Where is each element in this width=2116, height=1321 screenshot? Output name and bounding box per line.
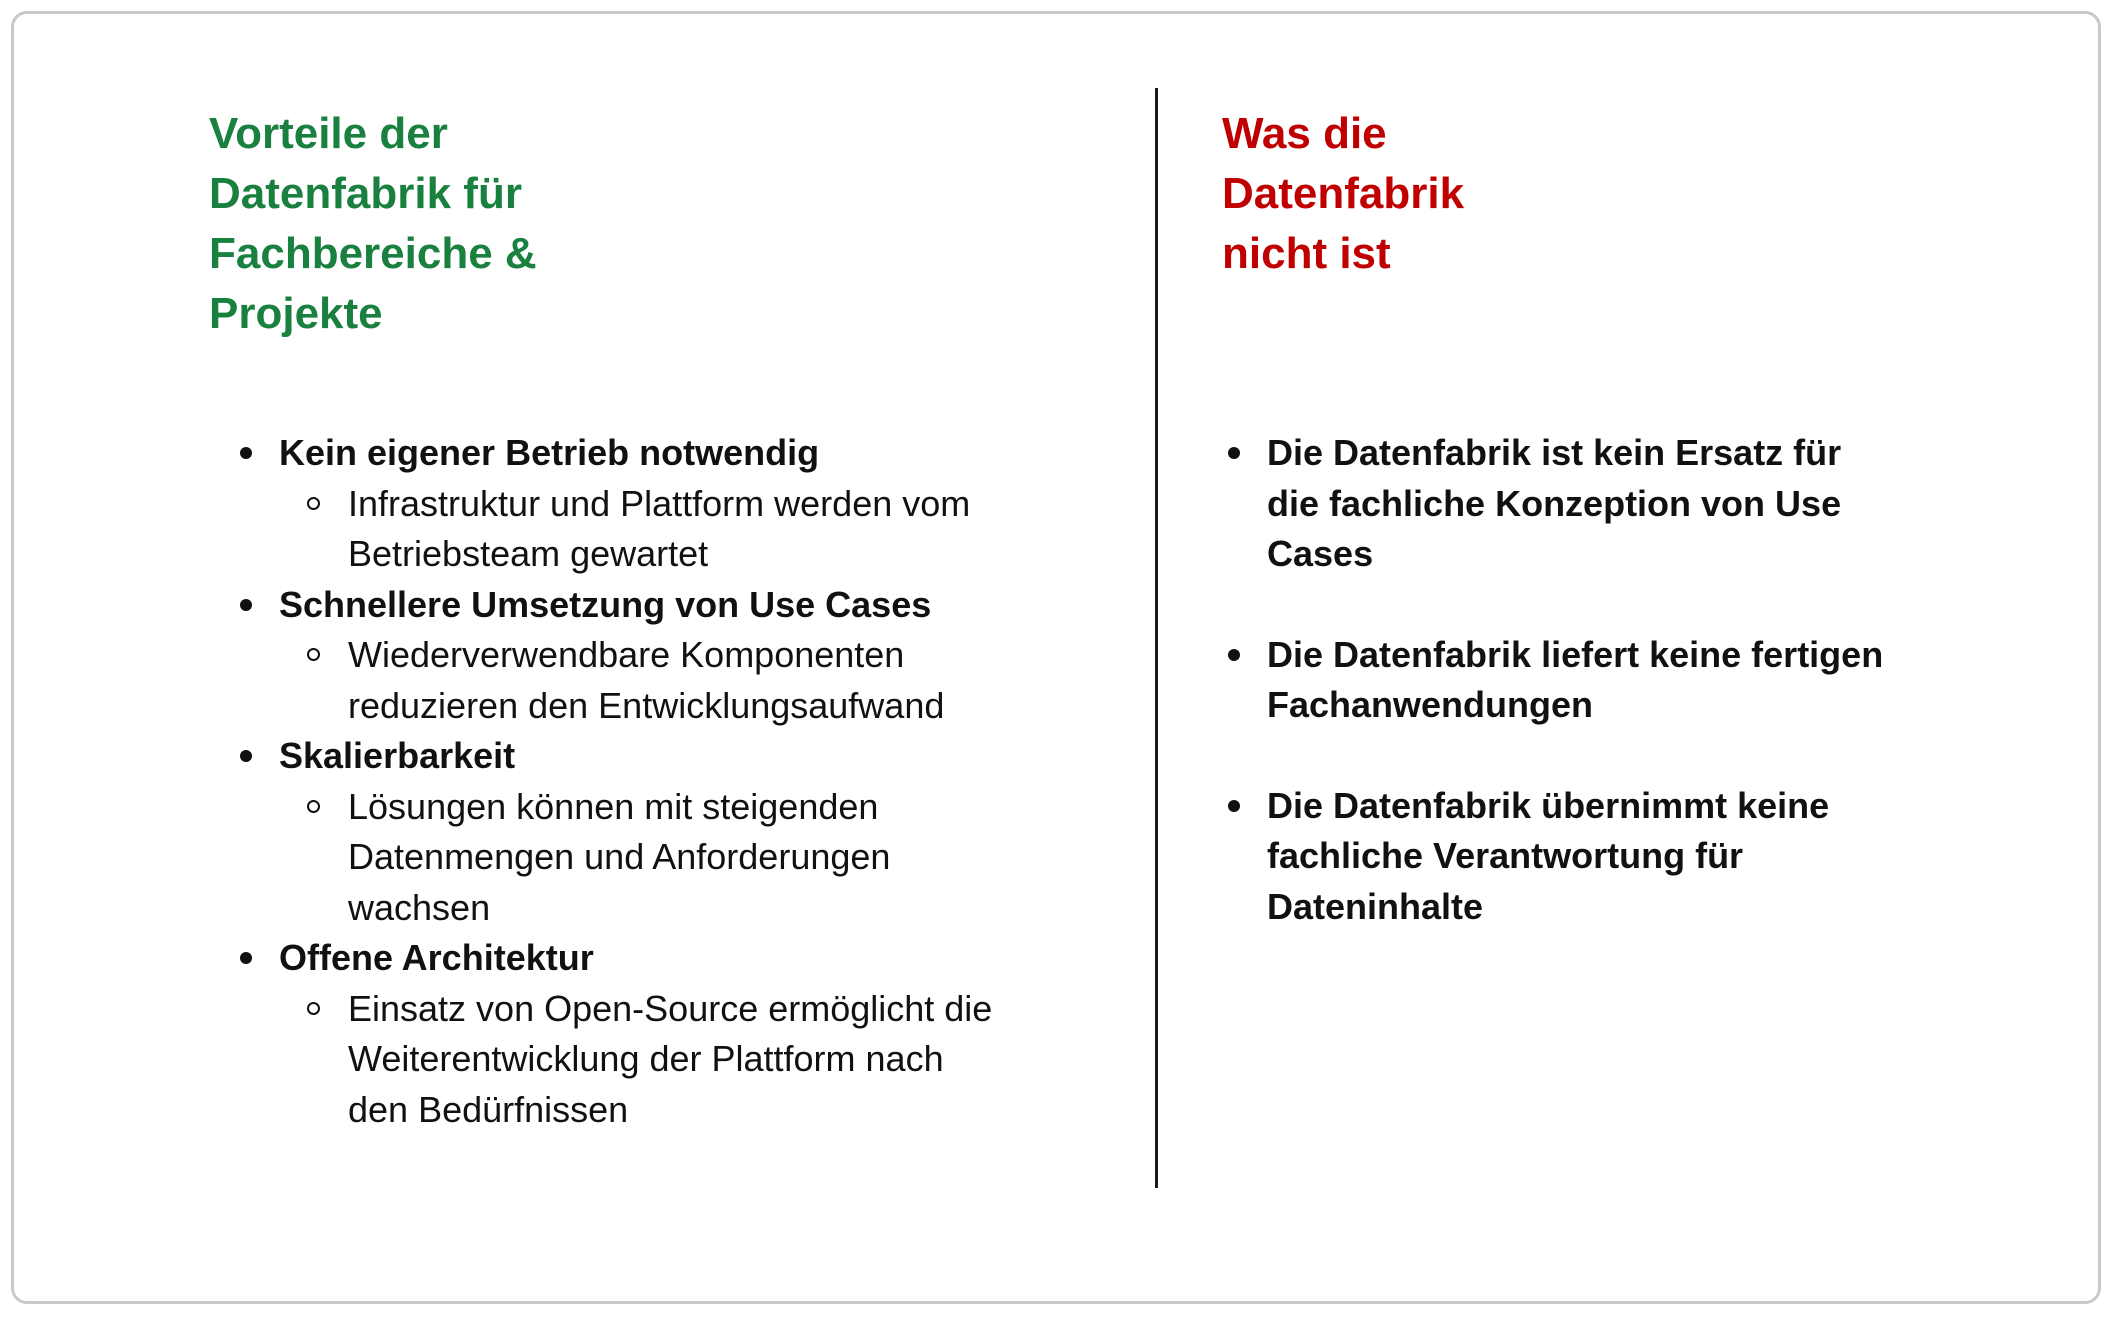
sub-bullet-circle bbox=[307, 648, 320, 661]
advantages-list bbox=[238, 428, 1038, 1135]
column-divider bbox=[1155, 88, 1158, 1188]
advantage-item-umsetzung bbox=[238, 580, 1038, 732]
advantage-detail bbox=[307, 782, 1038, 934]
advantage-sub-list bbox=[307, 630, 1038, 731]
advantage-title: Kein eigener Betrieb notwendig bbox=[279, 432, 820, 473]
bullet-dot bbox=[240, 750, 252, 762]
advantage-sub-list bbox=[307, 782, 1038, 934]
advantage-detail-text: Wiederverwendbare Komponenten reduzieren den Entwicklungsaufwand bbox=[348, 634, 945, 726]
bullet-dot bbox=[240, 599, 252, 611]
advantage-title: Schnellere Umsetzung von Use Cases bbox=[279, 583, 932, 625]
limitation-item bbox=[1226, 630, 1886, 731]
advantage-detail-text: Lösungen können mit steigenden Datenmengen und Anforderungen wachsen bbox=[348, 785, 891, 928]
advantage-item-skalierbarkeit bbox=[238, 731, 1038, 933]
bullet-dot bbox=[240, 952, 252, 964]
advantage-detail-text: Einsatz von Open-Source ermöglicht die Weiterentwicklung der Plattform nach den Bedürfnissen bbox=[348, 987, 993, 1130]
advantage-sub-list bbox=[307, 984, 1038, 1136]
bullet-dot bbox=[240, 447, 252, 459]
advantage-title: Skalierbarkeit bbox=[279, 735, 516, 776]
advantage-detail bbox=[307, 630, 1038, 731]
bullet-dot bbox=[1228, 649, 1240, 661]
advantage-detail bbox=[307, 479, 1038, 580]
limitations-list bbox=[1226, 428, 1886, 982]
advantage-item-betrieb bbox=[238, 428, 1038, 580]
sub-bullet-circle bbox=[307, 800, 320, 813]
sub-bullet-circle bbox=[307, 497, 320, 510]
limitations-heading: Was die Datenfabrik nicht ist bbox=[1222, 109, 1465, 278]
sub-bullet-circle bbox=[307, 1002, 320, 1015]
advantage-sub-list bbox=[307, 479, 1038, 580]
limitation-text: Die Datenfabrik ist kein Ersatz für die fachliche Konzeption von Use Cases bbox=[1267, 432, 1842, 574]
bullet-dot bbox=[1228, 800, 1240, 812]
limitation-item bbox=[1226, 781, 1886, 933]
bullet-dot bbox=[1228, 447, 1240, 459]
advantage-detail-text: Infrastruktur und Plattform werden vom Betriebsteam gewartet bbox=[348, 482, 971, 574]
advantage-item-architektur bbox=[238, 933, 1038, 1135]
limitation-text: Die Datenfabrik liefert keine fertigen Fachanwendungen bbox=[1267, 633, 1884, 725]
advantage-detail bbox=[307, 984, 1038, 1136]
advantage-title: Offene Architektur bbox=[279, 937, 594, 978]
limitation-text: Die Datenfabrik übernimmt keine fachliche Verantwortung für Dateninhalte bbox=[1267, 784, 1830, 927]
advantages-heading: Vorteile der Datenfabrik für Fachbereiche & Projekte bbox=[209, 109, 537, 338]
limitation-item bbox=[1226, 428, 1886, 580]
